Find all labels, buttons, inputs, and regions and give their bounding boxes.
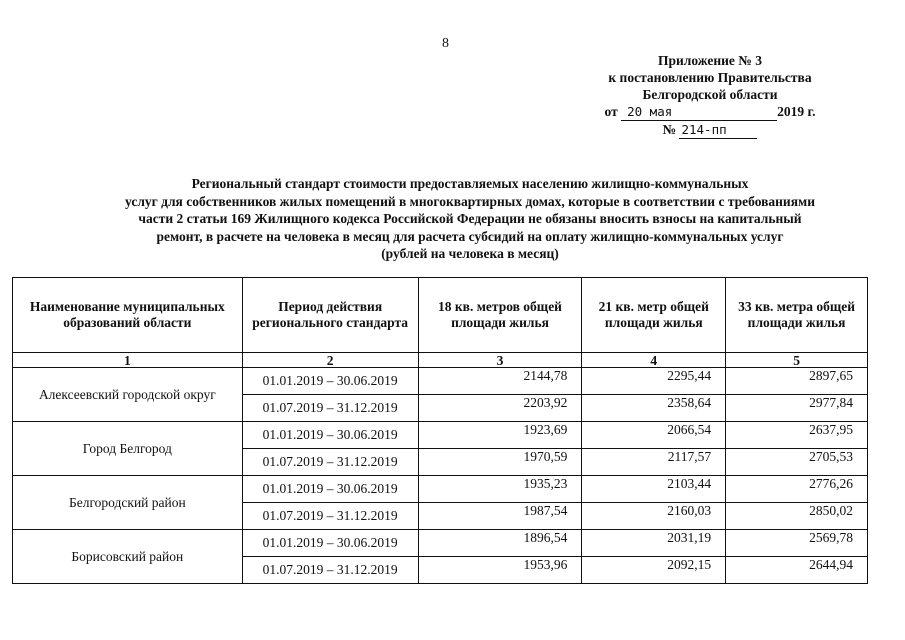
date-prefix: от xyxy=(604,104,618,119)
date-year: 2019 г. xyxy=(777,104,816,119)
value-33sqm: 2776,26 xyxy=(726,476,868,503)
appendix-number-line xyxy=(560,121,860,139)
title-line-2: услуг для собственников жилых помещений в многоквартирных домах, которые в соответствии с требованиями xyxy=(125,193,815,209)
title-units: (рублей на человека в месяц) xyxy=(381,246,559,261)
header-period: Период действия регионального стандарта xyxy=(242,278,418,353)
value-33sqm: 2637,95 xyxy=(726,422,868,449)
value-21sqm: 2103,44 xyxy=(582,476,726,503)
value-21sqm: 2092,15 xyxy=(582,557,726,584)
value-33sqm: 2569,78 xyxy=(726,530,868,557)
column-number: 2 xyxy=(242,353,418,368)
column-number: 5 xyxy=(726,353,868,368)
appendix-resolution: к постановлению Правительства xyxy=(608,70,812,85)
period-cell: 01.01.2019 – 30.06.2019 xyxy=(242,530,418,557)
header-21sqm: 21 кв. метр общей площади жилья xyxy=(582,278,726,353)
table-row xyxy=(13,368,868,395)
value-21sqm: 2295,44 xyxy=(582,368,726,395)
title-line-1: Региональный стандарт стоимости предоставляемых населению жилищно-коммунальных xyxy=(191,176,749,191)
period-cell: 01.01.2019 – 30.06.2019 xyxy=(242,476,418,503)
value-21sqm: 2358,64 xyxy=(582,395,726,422)
period-cell: 01.07.2019 – 31.12.2019 xyxy=(242,503,418,530)
municipality-name: Алексеевский городской округ xyxy=(13,368,243,422)
value-21sqm: 2031,19 xyxy=(582,530,726,557)
appendix-block xyxy=(560,52,860,139)
value-18sqm: 1923,69 xyxy=(418,422,582,449)
table-row xyxy=(13,530,868,557)
period-cell: 01.07.2019 – 31.12.2019 xyxy=(242,557,418,584)
value-18sqm: 2144,78 xyxy=(418,368,582,395)
period-cell: 01.01.2019 – 30.06.2019 xyxy=(242,368,418,395)
table-row xyxy=(13,476,868,503)
appendix-title: Приложение № 3 xyxy=(658,53,762,68)
value-18sqm: 1987,54 xyxy=(418,503,582,530)
column-number: 4 xyxy=(582,353,726,368)
period-cell: 01.07.2019 – 31.12.2019 xyxy=(242,395,418,422)
table-row xyxy=(13,422,868,449)
value-18sqm: 1970,59 xyxy=(418,449,582,476)
column-number: 3 xyxy=(418,353,582,368)
value-18sqm: 2203,92 xyxy=(418,395,582,422)
value-33sqm: 2897,65 xyxy=(726,368,868,395)
period-cell: 01.07.2019 – 31.12.2019 xyxy=(242,449,418,476)
column-number-row xyxy=(13,353,868,368)
appendix-date-line xyxy=(560,103,860,121)
number-fill: 214-пп xyxy=(679,121,757,139)
value-21sqm: 2066,54 xyxy=(582,422,726,449)
value-21sqm: 2160,03 xyxy=(582,503,726,530)
title-line-4: ремонт, в расчете на человека в месяц для расчета субсидий на оплату жилищно-коммунальных услуг xyxy=(156,228,784,244)
page-number: 8 xyxy=(442,36,449,51)
header-33sqm: 33 кв. метра общей площади жилья xyxy=(726,278,868,353)
number-prefix: № xyxy=(662,122,677,137)
value-18sqm: 1896,54 xyxy=(418,530,582,557)
value-18sqm: 1935,23 xyxy=(418,476,582,503)
value-33sqm: 2977,84 xyxy=(726,395,868,422)
header-18sqm: 18 кв. метров общей площади жилья xyxy=(418,278,582,353)
value-33sqm: 2850,02 xyxy=(726,503,868,530)
value-33sqm: 2644,94 xyxy=(726,557,868,584)
date-fill: 20 мая xyxy=(621,103,777,121)
value-21sqm: 2117,57 xyxy=(582,449,726,476)
title-line-3: части 2 статьи 169 Жилищного кодекса Российской Федерации не обязаны вносить взносы на капитальный xyxy=(138,211,802,226)
column-number: 1 xyxy=(13,353,243,368)
appendix-region: Белгородской области xyxy=(642,87,778,102)
document-title xyxy=(40,175,900,263)
municipality-name: Белгородский район xyxy=(13,476,243,530)
table-header-row xyxy=(13,278,868,353)
municipality-name: Борисовский район xyxy=(13,530,243,584)
municipality-name: Город Белгород xyxy=(13,422,243,476)
header-municipality: Наименование муниципальных образований области xyxy=(13,278,243,353)
period-cell: 01.01.2019 – 30.06.2019 xyxy=(242,422,418,449)
value-18sqm: 1953,96 xyxy=(418,557,582,584)
value-33sqm: 2705,53 xyxy=(726,449,868,476)
standards-table xyxy=(12,277,868,584)
